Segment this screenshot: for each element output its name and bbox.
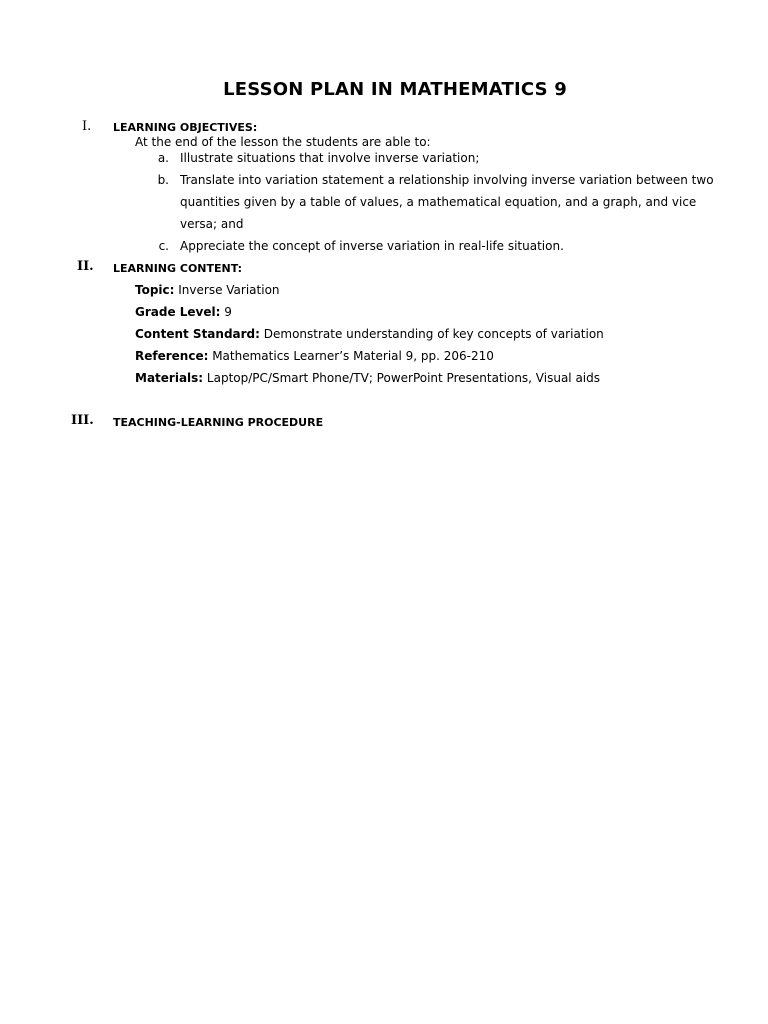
section-1-numeral: I. xyxy=(82,119,92,134)
objective-b-text-line-1: Translate into variation statement a relationship involving inverse variation between two xyxy=(180,173,714,187)
content-grade-level-value: 9 xyxy=(220,305,232,319)
section-2-heading: LEARNING CONTENT: xyxy=(113,262,243,275)
objectives-intro: At the end of the lesson the students are able to: xyxy=(135,135,431,149)
content-topic-label: Topic: xyxy=(135,283,175,297)
content-reference xyxy=(135,349,494,363)
content-standard xyxy=(135,327,604,341)
objective-a-text: Illustrate situations that involve inverse variation; xyxy=(180,151,480,165)
objective-b-text-line-3: versa; and xyxy=(180,217,244,231)
objective-c-text: Appreciate the concept of inverse variation in real-life situation. xyxy=(180,239,564,253)
content-grade-level-label: Grade Level: xyxy=(135,305,221,319)
content-topic xyxy=(135,283,280,297)
content-topic-value: Inverse Variation xyxy=(174,283,280,297)
content-materials-label: Materials: xyxy=(135,371,204,385)
content-materials-value: Laptop/PC/Smart Phone/TV; PowerPoint Presentations, Visual aids xyxy=(203,371,600,385)
section-3-heading: TEACHING-LEARNING PROCEDURE xyxy=(113,416,324,429)
objective-b-text-line-2: quantities given by a table of values, a mathematical equation, and a graph, and vice xyxy=(180,195,697,209)
content-reference-label: Reference: xyxy=(135,349,209,363)
objective-c-letter: c. xyxy=(158,239,169,253)
section-2-numeral: II. xyxy=(77,259,94,274)
content-reference-value: Mathematics Learner’s Material 9, pp. 206-210 xyxy=(208,349,494,363)
content-standard-label: Content Standard: xyxy=(135,327,260,341)
content-materials xyxy=(135,371,600,385)
document-title: LESSON PLAN IN MATHEMATICS 9 xyxy=(223,79,567,100)
content-standard-value: Demonstrate understanding of key concepts of variation xyxy=(259,327,604,341)
objective-b-letter: b. xyxy=(157,173,169,187)
section-1-heading: LEARNING OBJECTIVES: xyxy=(113,121,258,134)
section-3-numeral: III. xyxy=(71,413,94,428)
content-grade-level xyxy=(135,305,232,319)
objective-a-letter: a. xyxy=(157,151,169,165)
